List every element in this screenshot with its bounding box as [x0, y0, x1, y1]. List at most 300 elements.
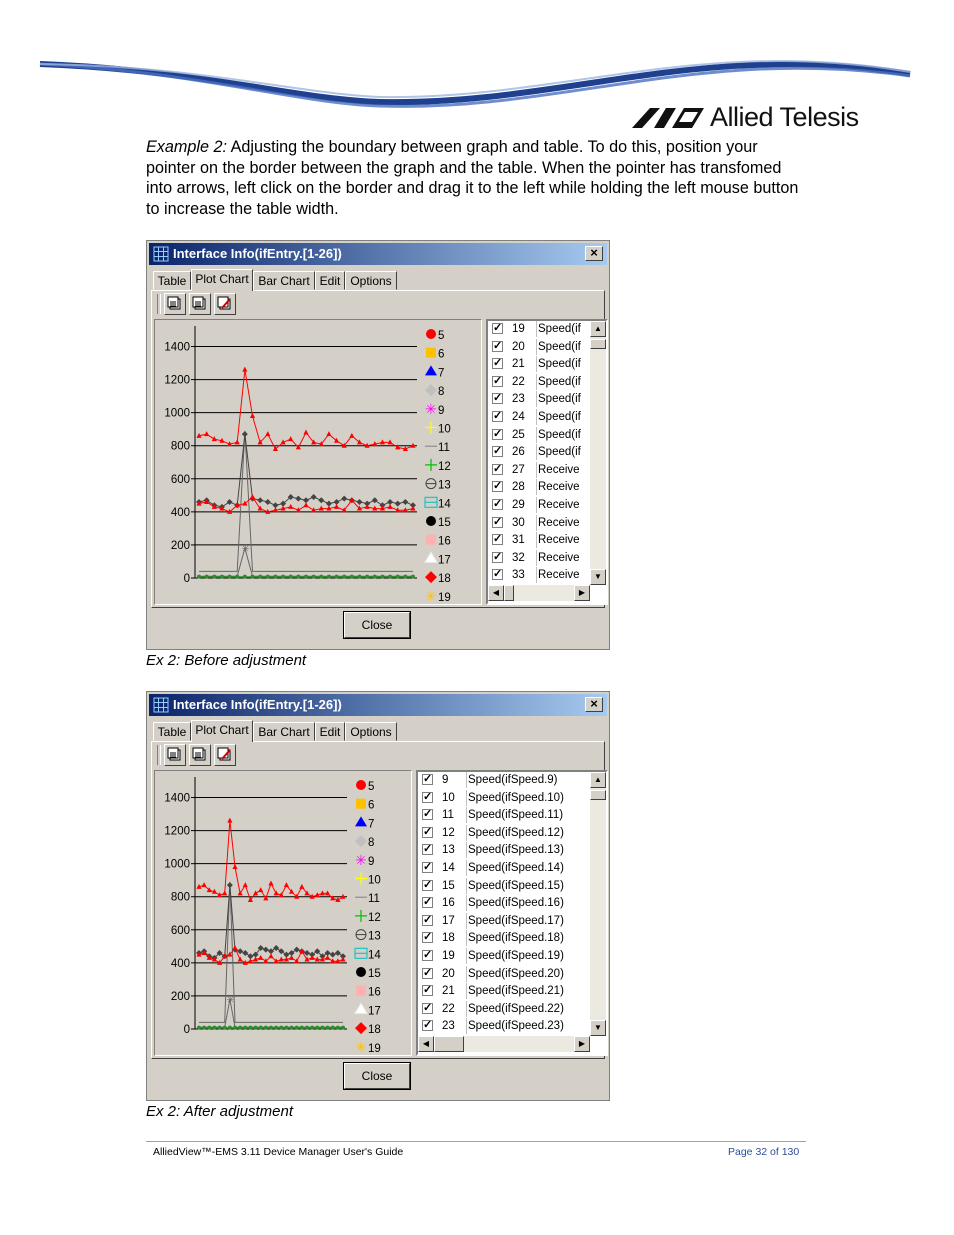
table-row[interactable]: [418, 1018, 590, 1036]
row-checkbox[interactable]: [422, 985, 433, 996]
interface-info-window-before[interactable]: [146, 240, 610, 650]
legend-label: 14: [438, 498, 451, 511]
legend-marker: [356, 986, 366, 996]
row-checkbox[interactable]: [492, 517, 503, 528]
row-label: Speed(ifSpeed.22): [468, 1002, 564, 1015]
data-point: ✳: [241, 544, 250, 556]
data-point: ✳: [226, 995, 235, 1007]
data-point: [268, 953, 273, 958]
tab-panel: [151, 290, 605, 608]
data-point: [212, 436, 217, 441]
row-index: 20: [508, 339, 537, 355]
allied-telesis-logo: [630, 100, 865, 134]
row-label: Speed(ifSpeed.10): [468, 791, 564, 804]
table-row[interactable]: [418, 966, 590, 984]
table-row[interactable]: [488, 462, 590, 480]
row-checkbox[interactable]: [422, 774, 433, 785]
data-point: [281, 575, 285, 579]
legend-label: 14: [368, 949, 381, 962]
row-index: 13: [438, 842, 467, 858]
legend-label: 11: [438, 442, 450, 455]
data-point: [212, 1026, 216, 1030]
scroll-thumb[interactable]: [590, 339, 606, 349]
series-table: [416, 770, 608, 1056]
data-point: [258, 575, 262, 579]
row-label: Speed(if: [538, 411, 581, 423]
tab-plot-chart[interactable]: Plot Chart: [191, 720, 253, 742]
grid-app-icon: [153, 697, 169, 713]
example-label: Example 2:: [146, 138, 227, 156]
legend-label: 11: [368, 893, 380, 906]
footer-divider: [146, 1141, 806, 1142]
tab-panel: [151, 741, 605, 1059]
data-point: [257, 497, 263, 503]
table-row[interactable]: [488, 567, 590, 585]
table-row[interactable]: [488, 515, 590, 533]
y-tick-label: 1200: [164, 374, 190, 387]
intro-paragraph: [146, 137, 806, 219]
table-row[interactable]: [418, 930, 590, 948]
zoom-out-button[interactable]: [189, 293, 211, 315]
data-point: [311, 494, 317, 500]
row-checkbox[interactable]: [492, 429, 503, 440]
row-index: 19: [438, 948, 467, 964]
legend-marker: [355, 1003, 367, 1013]
table-row[interactable]: [488, 356, 590, 374]
legend-marker: [355, 816, 367, 826]
tab-bar-chart[interactable]: Bar Chart: [253, 271, 315, 290]
tab-options[interactable]: Options: [345, 271, 397, 290]
legend-label: 17: [368, 1005, 381, 1018]
data-point: [387, 504, 392, 509]
legend-label: 9: [438, 404, 445, 417]
row-label: Receive: [538, 551, 580, 564]
undo-zoom-icon: [215, 745, 235, 765]
title-bar: [149, 243, 607, 265]
row-checkbox[interactable]: [422, 1020, 433, 1031]
zoom-in-icon: [165, 294, 185, 314]
data-point: [235, 439, 240, 444]
row-index: 23: [438, 1018, 467, 1034]
data-point: [350, 575, 354, 579]
data-point: [232, 864, 237, 869]
row-label: Receive: [538, 516, 580, 529]
data-point: [237, 948, 243, 954]
data-point: [243, 882, 248, 887]
row-index: 23: [508, 391, 537, 407]
row-index: 18: [438, 930, 467, 946]
row-index: 32: [508, 550, 537, 566]
row-checkbox[interactable]: [492, 323, 503, 334]
legend-marker: [355, 873, 367, 885]
data-point: [395, 444, 400, 449]
legend-label: 8: [438, 386, 445, 399]
row-label: Speed(ifSpeed.16): [468, 897, 564, 910]
data-point: [250, 494, 255, 499]
row-checkbox[interactable]: [422, 1003, 433, 1014]
data-point: [396, 575, 400, 579]
row-label: Speed(ifSpeed.17): [468, 914, 564, 927]
y-tick-label: 1000: [164, 858, 190, 871]
legend-label: 7: [438, 367, 445, 380]
table-row[interactable]: [488, 444, 590, 462]
row-index: 20: [438, 966, 467, 982]
data-point: [258, 955, 263, 960]
data-point: [233, 1026, 237, 1030]
table-row[interactable]: [418, 807, 590, 825]
plot-chart: [154, 770, 412, 1056]
data-point: [220, 575, 224, 579]
table-row[interactable]: [418, 1001, 590, 1019]
scroll-up-button[interactable]: ▲: [590, 321, 606, 337]
row-label: Speed(if: [538, 358, 581, 371]
table-row[interactable]: [418, 842, 590, 860]
row-label: Speed(ifSpeed.9): [468, 774, 558, 786]
row-label: Speed(ifSpeed.20): [468, 967, 564, 980]
data-point: [273, 575, 277, 579]
row-checkbox[interactable]: [422, 844, 433, 855]
y-tick-label: 0: [183, 573, 190, 585]
data-point: [402, 499, 408, 505]
row-checkbox[interactable]: [492, 358, 503, 369]
legend-label: 9: [368, 855, 375, 868]
data-point: [227, 818, 232, 823]
table-row[interactable]: [418, 772, 590, 790]
data-point: [295, 496, 301, 502]
data-point: [303, 430, 308, 435]
logo-mark-icon: [630, 100, 710, 134]
row-label: Speed(ifSpeed.19): [468, 950, 564, 962]
data-point: [290, 1026, 294, 1030]
legend-label: 5: [368, 781, 375, 793]
data-point: [388, 575, 392, 579]
data-point: [403, 575, 407, 579]
scroll-left-button[interactable]: ◀: [488, 585, 504, 601]
tab-bar-chart[interactable]: Bar Chart: [253, 722, 315, 741]
row-checkbox[interactable]: [492, 376, 503, 387]
data-point: [202, 882, 207, 887]
tab-table[interactable]: Table: [153, 271, 191, 290]
data-point: [266, 575, 270, 579]
data-point: [274, 890, 279, 895]
row-checkbox[interactable]: [422, 968, 433, 979]
data-point: [326, 1026, 330, 1030]
row-checkbox[interactable]: [422, 827, 433, 838]
table-row[interactable]: [418, 983, 590, 1001]
legend-marker: [355, 910, 367, 922]
row-label: Receive: [538, 499, 580, 511]
data-point: [288, 504, 293, 509]
legend-label: 10: [438, 423, 451, 436]
data-point: [395, 501, 401, 507]
plot-chart-svg: [155, 771, 413, 1057]
row-index: 17: [438, 913, 467, 929]
data-point: [303, 502, 308, 507]
data-point: [304, 575, 308, 579]
legend-label: 7: [368, 818, 375, 831]
data-point: [227, 882, 233, 888]
toolbar-separator: [157, 745, 161, 765]
row-checkbox[interactable]: [422, 880, 433, 891]
data-point: [197, 1026, 201, 1030]
data-point: [335, 950, 341, 956]
series-table: [486, 319, 608, 605]
y-tick-label: 600: [170, 473, 190, 486]
undo-zoom-icon: [215, 294, 235, 314]
data-point: [319, 506, 324, 511]
data-point: [294, 947, 300, 953]
row-index: 21: [438, 983, 467, 999]
window-close-button[interactable]: ×: [585, 246, 603, 261]
row-checkbox[interactable]: [422, 915, 433, 926]
legend-marker: ✳: [425, 587, 437, 604]
scroll-thumb-horizontal[interactable]: [434, 1036, 464, 1052]
table-row[interactable]: [418, 948, 590, 966]
row-index: 22: [438, 1001, 467, 1017]
row-index: 21: [508, 356, 537, 372]
legend-label: 6: [368, 799, 375, 812]
row-index: 15: [438, 878, 467, 894]
zoom-out-icon: [190, 294, 210, 314]
legend-label: 18: [368, 1024, 381, 1037]
legend-label: 15: [438, 517, 451, 529]
title-bar: [149, 694, 607, 716]
row-label: Speed(ifSpeed.21): [468, 985, 564, 998]
row-label: Speed(if: [538, 428, 581, 441]
row-checkbox[interactable]: [422, 862, 433, 873]
vertical-scrollbar[interactable]: [590, 772, 606, 1036]
row-index: 33: [508, 567, 537, 583]
table-row[interactable]: [488, 479, 590, 497]
legend-marker: [425, 571, 437, 583]
close-button[interactable]: Close: [344, 612, 410, 638]
data-point: [223, 1026, 227, 1030]
interface-info-window-after[interactable]: [146, 691, 610, 1101]
row-checkbox[interactable]: [492, 569, 503, 580]
row-checkbox[interactable]: [422, 932, 433, 943]
row-checkbox[interactable]: [492, 393, 503, 404]
data-point: [268, 881, 273, 886]
tab-edit[interactable]: Edit: [315, 271, 345, 290]
horizontal-scrollbar[interactable]: [418, 1036, 590, 1052]
data-point: [238, 1026, 242, 1030]
legend-marker: [425, 365, 437, 375]
table-row[interactable]: [488, 339, 590, 357]
legend-marker: [425, 459, 437, 471]
data-point: [312, 575, 316, 579]
undo-zoom-button[interactable]: [214, 293, 236, 315]
row-checkbox[interactable]: [422, 950, 433, 961]
row-label: Receive: [538, 569, 580, 582]
table-row[interactable]: [488, 374, 590, 392]
row-checkbox[interactable]: [492, 411, 503, 422]
data-point: [265, 499, 271, 505]
y-tick-label: 1000: [164, 407, 190, 420]
row-index: 29: [508, 497, 537, 513]
data-point: [212, 575, 216, 579]
row-label: Receive: [538, 481, 580, 494]
data-point: [227, 499, 233, 505]
data-point: [331, 1026, 335, 1030]
legend-label: 16: [368, 986, 381, 999]
data-point: [341, 496, 347, 502]
data-point: [265, 431, 270, 436]
data-point: [235, 575, 239, 579]
caption-before: Ex 2: Before adjustment: [146, 652, 307, 669]
data-point: [411, 575, 415, 579]
data-point: [289, 955, 294, 960]
scroll-up-button[interactable]: ▲: [590, 772, 606, 788]
zoom-out-button[interactable]: [189, 744, 211, 766]
data-point: [258, 887, 263, 892]
footer-document-title: AlliedView™-EMS 3.11 Device Manager User's Guide: [153, 1146, 404, 1158]
legend-label: 6: [438, 348, 445, 361]
row-checkbox[interactable]: [422, 809, 433, 820]
data-point: [318, 497, 324, 503]
row-label: Speed(ifSpeed.23): [468, 1020, 564, 1033]
y-tick-label: 1400: [164, 341, 190, 354]
table-row[interactable]: [488, 497, 590, 515]
row-label: Speed(if: [538, 323, 581, 335]
scroll-down-button[interactable]: ▼: [590, 569, 606, 585]
data-point: [242, 367, 247, 372]
table-row[interactable]: [418, 790, 590, 808]
row-index: 22: [508, 374, 537, 390]
zoom-in-button[interactable]: [164, 293, 186, 315]
table-row[interactable]: [418, 895, 590, 913]
row-checkbox[interactable]: [492, 341, 503, 352]
y-tick-label: 0: [183, 1024, 190, 1036]
row-label: Speed(ifSpeed.15): [468, 879, 564, 892]
row-checkbox[interactable]: [492, 464, 503, 475]
data-point: [372, 497, 378, 503]
vertical-scrollbar[interactable]: [590, 321, 606, 585]
legend-marker: [425, 422, 437, 434]
footer-page-number: Page 32 of 130: [728, 1146, 800, 1158]
scroll-down-button[interactable]: ▼: [590, 1020, 606, 1036]
row-checkbox[interactable]: [422, 897, 433, 908]
data-point: [232, 945, 237, 950]
data-point: [288, 436, 293, 441]
legend-marker: ✳: [355, 1038, 367, 1055]
close-button[interactable]: Close: [344, 1063, 410, 1089]
row-index: 31: [508, 532, 537, 548]
legend-marker: ✳: [425, 400, 437, 417]
data-point: [373, 575, 377, 579]
row-checkbox[interactable]: [492, 534, 503, 545]
table-row[interactable]: [488, 550, 590, 568]
data-point: [284, 1026, 288, 1030]
scroll-right-button[interactable]: ▶: [574, 585, 590, 601]
row-index: 28: [508, 479, 537, 495]
row-checkbox[interactable]: [492, 446, 503, 457]
plot-chart-svg: [155, 320, 483, 606]
row-index: 16: [438, 895, 467, 911]
data-point: [254, 1026, 258, 1030]
legend-label: 19: [368, 1042, 381, 1055]
zoom-in-button[interactable]: [164, 744, 186, 766]
toolbar-separator: [157, 294, 161, 314]
table-row[interactable]: [418, 825, 590, 843]
legend-label: 12: [368, 911, 381, 924]
scroll-left-button[interactable]: ◀: [418, 1036, 434, 1052]
tab-options[interactable]: Options: [345, 722, 397, 741]
row-label: Speed(ifSpeed.14): [468, 862, 564, 874]
data-point: [238, 957, 243, 962]
scroll-thumb-horizontal[interactable]: [504, 585, 514, 601]
data-point: [334, 504, 339, 509]
legend-label: 8: [368, 837, 375, 850]
table-row[interactable]: [418, 878, 590, 896]
scroll-right-button[interactable]: ▶: [574, 1036, 590, 1052]
legend-marker: [356, 967, 366, 977]
row-index: 27: [508, 462, 537, 478]
data-point: [289, 575, 293, 579]
data-point: [264, 1026, 268, 1030]
data-point: [284, 882, 289, 887]
row-checkbox[interactable]: [492, 499, 503, 510]
horizontal-scrollbar[interactable]: [488, 585, 590, 601]
legend-label: 10: [368, 874, 381, 887]
undo-zoom-button[interactable]: [214, 744, 236, 766]
data-point: [202, 1026, 206, 1030]
row-index: 19: [508, 321, 537, 337]
row-label: Speed(ifSpeed.12): [468, 826, 564, 839]
table-row[interactable]: [488, 391, 590, 409]
row-index: 11: [438, 807, 467, 823]
data-point: [228, 575, 232, 579]
legend-label: 19: [438, 591, 451, 604]
data-point: [263, 947, 269, 953]
data-point: [327, 575, 331, 579]
legend-label: 5: [438, 330, 445, 342]
row-checkbox[interactable]: [422, 792, 433, 803]
data-point: [300, 1026, 304, 1030]
data-point: [205, 575, 209, 579]
data-point: [357, 499, 363, 505]
tab-edit[interactable]: Edit: [315, 722, 345, 741]
window-close-button[interactable]: ×: [585, 697, 603, 712]
legend-marker: [426, 535, 436, 545]
row-checkbox[interactable]: [492, 552, 503, 563]
data-point: [320, 1026, 324, 1030]
table-row[interactable]: [488, 409, 590, 427]
tab-table[interactable]: Table: [153, 722, 191, 741]
data-point: [273, 945, 279, 951]
table-row[interactable]: [418, 913, 590, 931]
data-point: [218, 1026, 222, 1030]
data-point: [349, 433, 354, 438]
table-row[interactable]: [488, 427, 590, 445]
data-point: [342, 575, 346, 579]
scroll-thumb[interactable]: [590, 790, 606, 800]
data-point: [326, 431, 331, 436]
logo-text: Allied Telesis: [710, 102, 859, 132]
data-point: [294, 958, 299, 963]
data-point: [279, 957, 284, 962]
grid-app-icon: [153, 246, 169, 262]
y-tick-label: 800: [170, 891, 190, 904]
row-index: 30: [508, 515, 537, 531]
row-checkbox[interactable]: [492, 481, 503, 492]
y-tick-label: 800: [170, 440, 190, 453]
tab-plot-chart[interactable]: Plot Chart: [191, 269, 253, 291]
legend-marker: [425, 552, 437, 562]
table-row[interactable]: [418, 860, 590, 878]
table-row[interactable]: [488, 532, 590, 550]
data-point: [243, 575, 247, 579]
table-row[interactable]: [488, 321, 590, 339]
